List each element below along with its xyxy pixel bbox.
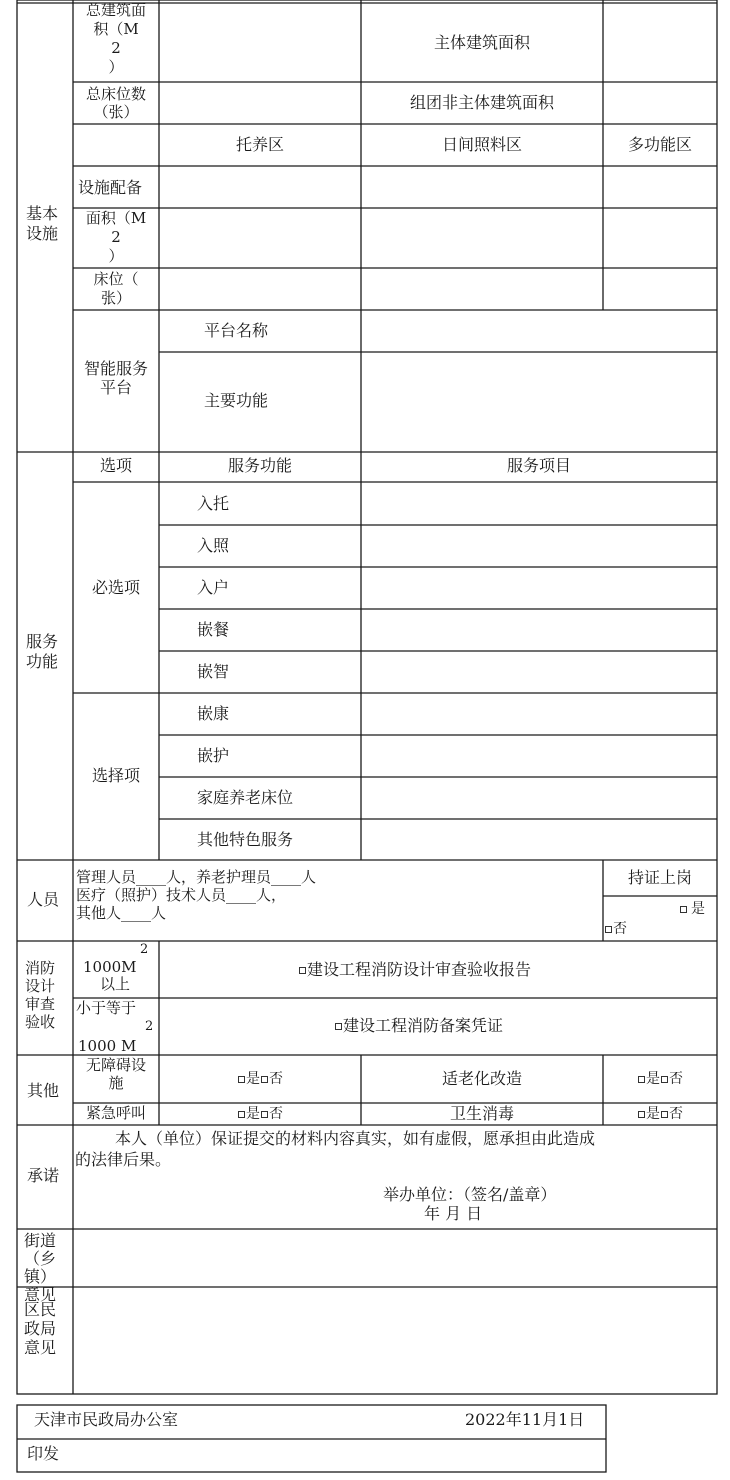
- col-multi-zone: 多功能区: [627, 135, 693, 154]
- checkbox-icon: [680, 906, 687, 913]
- total-area-label-l2: 积（M: [93, 20, 139, 38]
- cert-no-label: 否: [613, 921, 627, 937]
- emergency-call-options[interactable]: [237, 1107, 283, 1121]
- checkbox-icon: [605, 926, 612, 933]
- service-section-label-l2: 功能: [26, 652, 59, 671]
- service-item: 嵌护: [197, 746, 230, 765]
- col-day-care-zone: 日间照料区: [441, 135, 523, 154]
- fire-section-label-l3: 审查: [25, 995, 56, 1013]
- service-item: 嵌餐: [197, 620, 230, 639]
- yes-label: 是: [646, 1106, 660, 1122]
- checkbox-icon: [661, 1076, 668, 1083]
- district-opinion-label-l1: 区民: [24, 1300, 57, 1319]
- promise-section-label: 承诺: [27, 1166, 60, 1185]
- fire-report-option[interactable]: [298, 962, 531, 978]
- staff-section-label: 人员: [27, 890, 60, 909]
- row-beds-label-l1: 床位（: [93, 270, 139, 288]
- checkbox-icon: [238, 1076, 245, 1083]
- fire-record-option[interactable]: [334, 1018, 503, 1034]
- cert-yes-option[interactable]: [679, 902, 705, 916]
- staff-line-3: 其他人____人: [76, 904, 167, 922]
- row-area-label-l2: 2: [111, 228, 121, 246]
- total-area-label-l4: ）: [108, 58, 124, 76]
- cert-no-option[interactable]: [604, 922, 627, 936]
- promise-text-l1: 本人（单位）保证提交的材料内容真实，如有虚假，愿承担由此造成: [115, 1129, 596, 1148]
- issue-date: 2022年11月1日: [465, 1410, 585, 1429]
- checkbox-icon: [261, 1111, 268, 1118]
- platform-name-label: 平台名称: [203, 321, 269, 340]
- service-item: 其他特色服务: [197, 830, 294, 849]
- row-area-label-l3: ）: [108, 247, 124, 265]
- fire-section-label-l4: 验收: [25, 1013, 56, 1031]
- certified-label: 持证上岗: [627, 868, 693, 887]
- disinfection-label: 卫生消毒: [449, 1104, 515, 1123]
- barrier-free-label-l1: 无障碍设: [85, 1056, 147, 1074]
- street-opinion-label-l1: 街道: [24, 1231, 57, 1250]
- service-item: 入照: [197, 536, 230, 555]
- no-label: 否: [269, 1106, 283, 1122]
- total-beds-label-l1: 总床位数: [85, 85, 147, 103]
- row-beds-label-l2: 张）: [100, 289, 132, 307]
- small-area-label-l1: 小于等于: [76, 999, 137, 1017]
- platform-func-label: 主要功能: [203, 391, 269, 410]
- no-label: 否: [669, 1071, 683, 1087]
- total-beds-label-l2: （张）: [93, 103, 139, 121]
- no-label: 否: [269, 1071, 283, 1087]
- col-care-zone: 托养区: [235, 135, 285, 154]
- service-item: 嵌智: [197, 662, 230, 681]
- emergency-call-label: 紧急呼叫: [85, 1104, 147, 1122]
- staff-line-1: 管理人员____人，养老护理员____人: [76, 868, 317, 886]
- other-section-label: 其他: [27, 1081, 60, 1100]
- service-item: 家庭养老床位: [197, 788, 294, 807]
- street-opinion-label-l2: （乡: [24, 1249, 57, 1268]
- yes-label: 是: [246, 1071, 260, 1087]
- barrier-free-label-l2: 施: [108, 1074, 124, 1092]
- fire-report-label: 建设工程消防设计审查验收报告: [307, 960, 532, 979]
- promise-date: 年 月 日: [424, 1204, 483, 1223]
- basic-section-label-l1: 基本: [26, 204, 59, 223]
- yes-label: 是: [246, 1106, 260, 1122]
- service-item: 嵌康: [197, 704, 230, 723]
- main-area-label: 主体建筑面积: [433, 33, 531, 52]
- district-opinion-label-l2: 政局: [24, 1319, 57, 1338]
- district-opinion-label-l3: 意见: [24, 1338, 57, 1357]
- large-area-label-l1: 1000M: [83, 958, 137, 976]
- basic-section-label-l2: 设施: [26, 224, 59, 243]
- row-equipment-label: 设施配备: [78, 178, 143, 197]
- fire-record-label: 建设工程消防备案凭证: [343, 1016, 504, 1035]
- cert-yes-label: 是: [691, 901, 705, 917]
- issue-label: 印发: [27, 1444, 60, 1463]
- checkbox-icon: [238, 1111, 245, 1118]
- required-label: 必选项: [91, 578, 141, 597]
- small-area-label-l3: 1000 M: [78, 1037, 137, 1055]
- checkbox-icon: [299, 967, 306, 974]
- aging-retrofit-label: 适老化改造: [441, 1069, 523, 1088]
- total-area-label-l3: 2: [111, 39, 121, 57]
- small-area-superscript: 2: [145, 1019, 154, 1034]
- issuer-name: 天津市民政局办公室: [34, 1410, 179, 1429]
- platform-label-l1: 智能服务: [83, 359, 149, 378]
- checkbox-icon: [638, 1111, 645, 1118]
- fire-section-label-l1: 消防: [25, 959, 56, 977]
- checkbox-icon: [335, 1023, 342, 1030]
- signature-label: 举办单位：（签名/盖章）: [383, 1185, 557, 1204]
- col-function-header: 服务功能: [227, 456, 293, 475]
- service-item: 入户: [197, 578, 230, 597]
- checkbox-icon: [638, 1076, 645, 1083]
- no-label: 否: [669, 1106, 683, 1122]
- col-option-header: 选项: [99, 456, 133, 475]
- yes-label: 是: [646, 1071, 660, 1087]
- street-opinion-label-l3: 镇）: [24, 1267, 57, 1286]
- platform-label-l2: 平台: [99, 378, 133, 397]
- disinfection-options[interactable]: [637, 1107, 683, 1121]
- total-area-label-l1: 总建筑面: [85, 1, 147, 19]
- row-area-label-l1: 面积（M: [85, 209, 147, 227]
- checkbox-icon: [261, 1076, 268, 1083]
- large-area-label-l2: 以上: [99, 975, 131, 993]
- street-opinion-label-l4: 意见: [24, 1285, 57, 1304]
- staff-line-2: 医疗（照护）技术人员____人，: [76, 886, 287, 904]
- service-section-label-l1: 服务: [26, 632, 59, 651]
- optional-label: 选择项: [91, 766, 141, 785]
- large-area-superscript: 2: [140, 942, 149, 957]
- service-item: 入托: [197, 494, 230, 513]
- fire-section-label-l2: 设计: [25, 977, 56, 995]
- col-items-header: 服务项目: [506, 456, 572, 475]
- checkbox-icon: [661, 1111, 668, 1118]
- barrier-free-options[interactable]: [237, 1072, 283, 1086]
- promise-text-l2: 的法律后果。: [75, 1150, 172, 1169]
- group-area-label: 组团非主体建筑面积: [409, 93, 555, 112]
- aging-retrofit-options[interactable]: [637, 1072, 683, 1086]
